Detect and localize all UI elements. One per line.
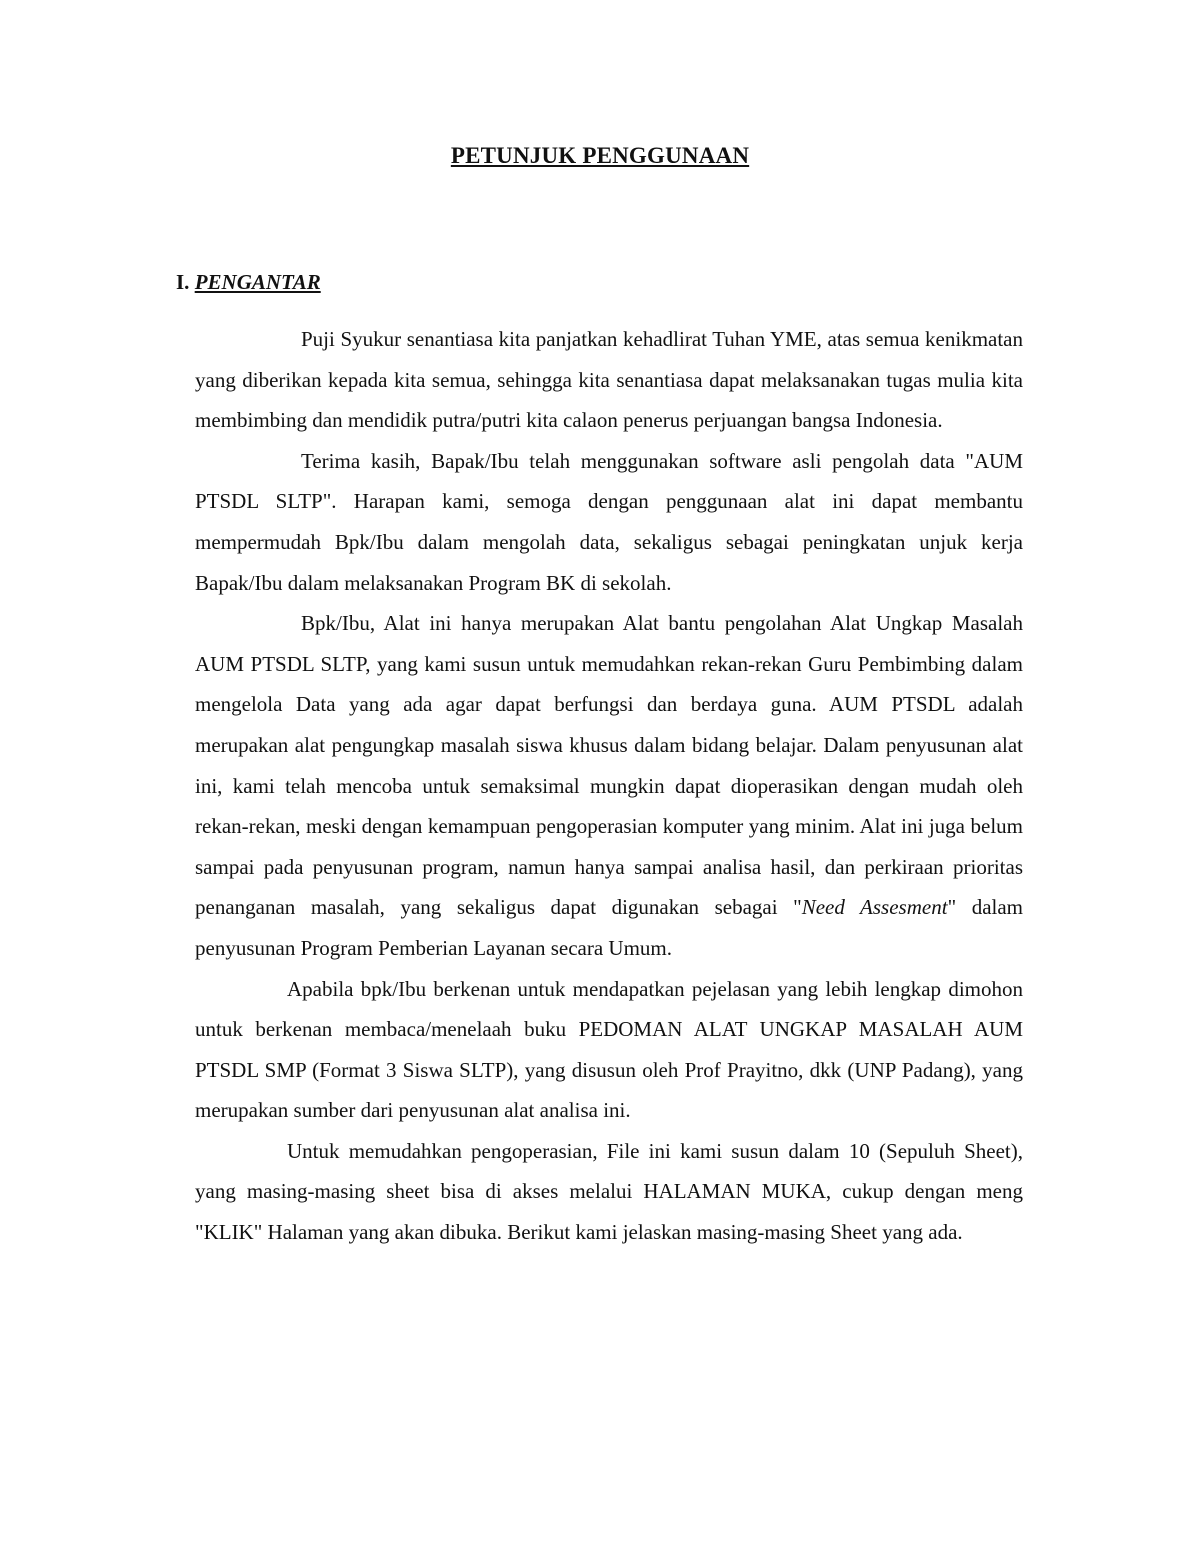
section-heading bbox=[176, 270, 321, 295]
paragraph-3-text: Bpk/Ibu, Alat ini hanya merupakan Alat bantu pengolahan Alat Ungkap Masalah AUM PTSDL SLTP, yang kami susun untuk memudahkan rekan-rekan Guru Pembimbing dalam mengelola Data yang ada agar dapat berfungsi dan berdaya guna. AUM PTSDL adalah merupakan alat pengungkap masalah siswa khusus dalam bidang belajar. Dalam penyusunan alat ini, kami telah mencoba untuk semaksimal mungkin dapat dioperasikan dengan mudah oleh rekan-rekan, meski dengan kemampuan pengoperasian komputer yang minim. Alat ini juga belum sampai pada penyusunan program, namun hanya sampai analisa hasil, dan perkiraan prioritas penanganan masalah, yang sekaligus dapat digunakan sebagai " bbox=[195, 611, 1023, 920]
need-assessment-emphasis: Need Assesment bbox=[801, 895, 948, 920]
paragraph-1: Puji Syukur senantiasa kita panjatkan kehadlirat Tuhan YME, atas semua kenikmatan yang diberikan kepada kita semua, sehingga kita senantiasa dapat melaksanakan tugas mulia kita membimbing dan mendidik putra/putri kita calaon penerus perjuangan bangsa Indonesia. bbox=[195, 327, 1023, 433]
section-title: PENGANTAR bbox=[194, 270, 321, 294]
paragraph-4: Apabila bpk/Ibu berkenan untuk mendapatkan pejelasan yang lebih lengkap dimohon untuk berkenan membaca/menelaah buku PEDOMAN ALAT UNGKAP MASALAH AUM PTSDL SMP (Format 3 Siswa SLTP), yang disusun oleh Prof Prayitno, dkk (UNP Padang), yang merupakan sumber dari penyusunan alat analisa ini. bbox=[195, 976, 1023, 1123]
body-text bbox=[195, 319, 1023, 1253]
paragraph-3 bbox=[195, 603, 1023, 968]
section-number: I. bbox=[176, 270, 190, 294]
page-title: PETUNJUK PENGGUNAAN bbox=[450, 143, 750, 168]
paragraph-5: Untuk memudahkan pengoperasian, File ini kami susun dalam 10 (Sepuluh Sheet), yang masing-masing sheet bisa di akses melalui HALAMAN MUKA, cukup dengan meng "KLIK" Halaman yang akan dibuka. Berikut kami jelaskan masing-masing Sheet yang ada. bbox=[195, 1138, 1023, 1245]
paragraph-2: Terima kasih, Bapak/Ibu telah menggunakan software asli pengolah data "AUM PTSDL SLTP". Harapan kami, semoga dengan penggunaan alat ini dapat membantu mempermudah Bpk/Ibu dalam mengolah data, sekaligus sebagai peningkatan unjuk kerja Bapak/Ibu dalam melaksanakan Program BK di sekolah. bbox=[195, 448, 1023, 595]
paragraph-3-tail: " dalam penyusunan Program Pemberian Layanan secara Umum. bbox=[195, 895, 1024, 960]
